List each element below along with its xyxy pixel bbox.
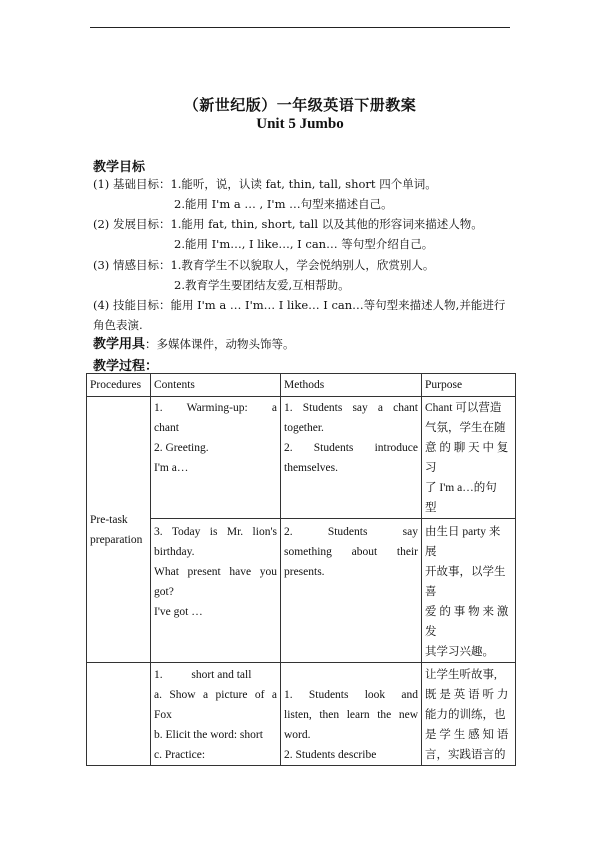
objective-1-line-2: 2.能用 I'm a … , I'm …句型来描述自己。 <box>174 197 393 211</box>
row2-contents <box>151 519 281 663</box>
cell-line: themselves. <box>284 462 338 474</box>
cell-line: 发 <box>425 626 437 638</box>
stage-label-line-1: Pre-task <box>90 513 128 526</box>
row3-purpose <box>422 663 516 766</box>
objective-1-line-1: (1) 基础目标：1.能听，说，认读 fat, thin, tall, short 四个单词。 <box>93 177 437 191</box>
cell-line: 习 <box>425 462 437 474</box>
teaching-tools-text: ：多媒体课件，动物头饰等。 <box>145 337 295 351</box>
cell-line: chant <box>154 422 179 434</box>
document-title: （新世纪版）一年级英语下册教案 <box>183 96 417 114</box>
cell-line: 了 I'm a…的句 <box>425 482 497 494</box>
cell-line: 是 学 生 感 知 语 <box>425 729 509 741</box>
row1-contents <box>151 397 281 519</box>
cell-line: 既 是 英 语 听 力 <box>425 689 509 701</box>
cell-line: a. Show a picture of a <box>154 689 277 701</box>
objective-4-line-2: 角色表演. <box>93 318 143 332</box>
stage-pre-task <box>87 397 151 663</box>
cell-line: 1. Warming-up: a <box>154 402 277 414</box>
table-row <box>87 663 516 766</box>
cell-line: 其学习兴趣。 <box>425 646 494 658</box>
unit-title: Unit 5 Jumbo <box>256 116 344 132</box>
cell-line: I'm a… <box>154 462 189 474</box>
table-row <box>87 519 516 663</box>
cell-line: 能力的训练，也 <box>425 709 506 721</box>
table-row <box>87 397 516 519</box>
objective-4-line-1: (4) 技能目标：能用 I'm a … I'm… I like… I can…等句型来描述人物,并能进行 <box>93 298 506 312</box>
cell-line: got? <box>154 586 174 598</box>
header-purpose: Purpose <box>422 374 516 397</box>
cell-line: birthday. <box>154 546 195 558</box>
cell-line: 2. Students describe <box>284 749 377 761</box>
cell-line: 2. Greeting. <box>154 442 209 454</box>
cell-line: together. <box>284 422 324 434</box>
cell-line: 意 的 聊 天 中 复 <box>425 442 509 454</box>
cell-line: Chant 可以营造 <box>425 402 502 414</box>
row2-purpose <box>422 519 516 663</box>
header-procedures: Procedures <box>87 374 151 397</box>
cell-line: What present have you <box>154 566 277 578</box>
cell-line: 2. Students introduce <box>284 442 418 454</box>
cell-line: c. Practice: <box>154 749 206 761</box>
teaching-tools-label: 教学用具 <box>93 337 146 352</box>
header-methods: Methods <box>281 374 422 397</box>
cell-line: I've got … <box>154 606 203 618</box>
cell-line: 2. Students say <box>284 526 418 538</box>
process-heading-text: 教学过程 <box>93 359 146 374</box>
cell-line: 爱 的 事 物 来 激 <box>425 606 509 618</box>
table-header-row <box>87 374 516 397</box>
objective-3-line-1: (3) 情感目标：1.教育学生不以貌取人，学会悦纳别人，欣赏别人。 <box>93 258 435 272</box>
cell-line: 1. short and tall <box>154 669 252 681</box>
objective-3-line-2: 2.教育学生要团结友爱,互相帮助。 <box>174 278 350 292</box>
cell-line: 言，实践语言的 <box>425 749 506 761</box>
row2-methods <box>281 519 422 663</box>
cell-line: 3. Today is Mr. lion's <box>154 526 277 538</box>
cell-line: 喜 <box>425 586 437 598</box>
row3-contents <box>151 663 281 766</box>
cell-line: 由生日 party 来 <box>425 526 501 538</box>
cell-line: 1. Students look and <box>284 689 418 701</box>
cell-line: something about their <box>284 546 418 558</box>
cell-line: 1. Students say a chant <box>284 402 418 414</box>
cell-line: b. Elicit the word: short <box>154 729 263 741</box>
row1-purpose <box>422 397 516 519</box>
cell-line <box>284 665 418 685</box>
top-rule <box>90 27 510 28</box>
objective-2-line-2: 2.能用 I'm…, I like…, I can… 等句型介绍自己。 <box>174 237 434 251</box>
cell-line: listen, then learn the new <box>284 709 418 721</box>
teaching-tools <box>93 337 295 352</box>
cell-line: 开故事，以学生 <box>425 566 506 578</box>
stage-empty <box>87 663 151 766</box>
teaching-process-table <box>86 373 516 766</box>
cell-line: 气氛，学生在随 <box>425 422 506 434</box>
cell-line: presents. <box>284 566 325 578</box>
cell-line: 型 <box>425 502 437 514</box>
process-heading <box>93 355 158 374</box>
objectives-heading: 教学目标 <box>93 160 146 175</box>
row1-methods <box>281 397 422 519</box>
cell-line: 展 <box>425 546 437 558</box>
stage-label-line-2: preparation <box>90 533 143 546</box>
header-contents: Contents <box>151 374 281 397</box>
cell-line: Fox <box>154 709 172 721</box>
cell-line: word. <box>284 729 311 741</box>
row3-methods <box>281 663 422 766</box>
process-heading-colon: ： <box>145 359 159 374</box>
objective-2-line-1: (2) 发展目标：1.能用 fat, thin, short, tall 以及其他的形容词来描述人物。 <box>93 217 483 231</box>
cell-line: 让学生听故事, <box>425 669 497 681</box>
